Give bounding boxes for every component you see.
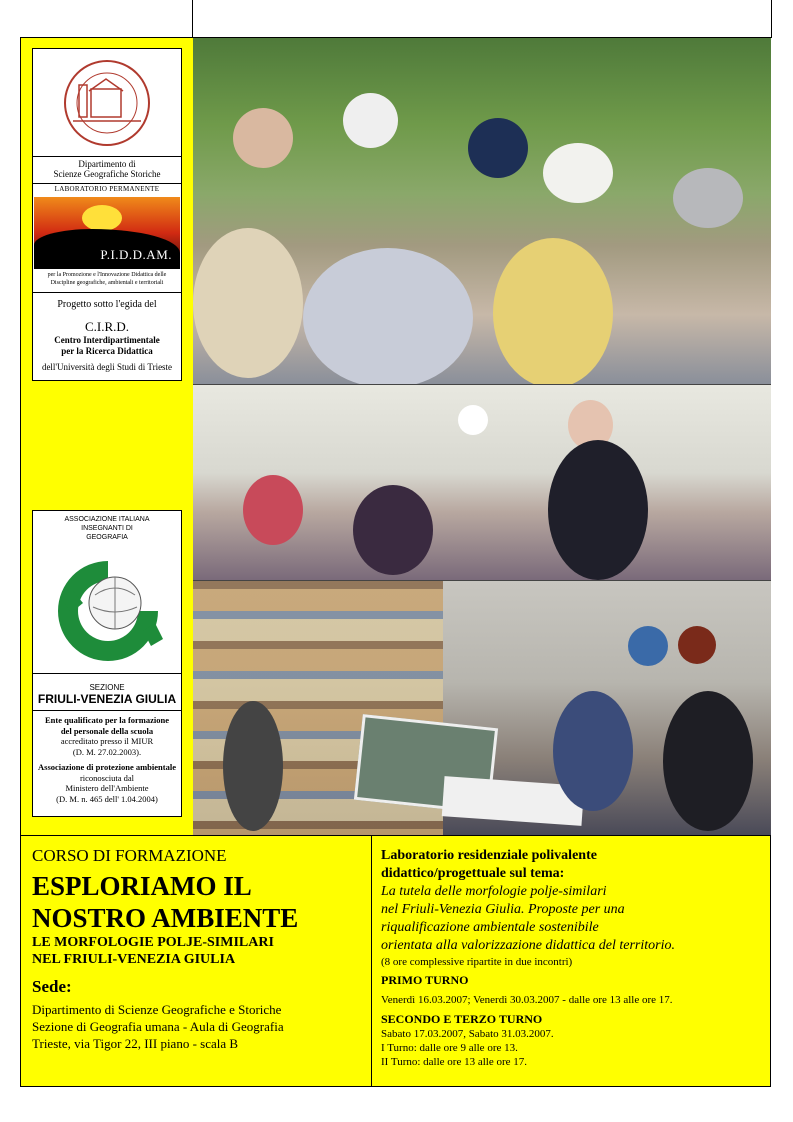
photo-collage — [193, 38, 771, 835]
sede-line3: Trieste, via Tigor 22, III piano - scala B — [32, 1036, 239, 1051]
lab-header: LABORATORIO PERMANENTE — [54, 185, 160, 193]
sede-line1: Dipartimento di Scienze Geografiche e Storiche — [32, 1002, 282, 1017]
lab-hours-note: (8 ore complessive ripartite in due incontri) — [381, 956, 573, 968]
aiig-ente-4: (D. M. 27.02.2003). — [72, 746, 142, 757]
course-title-2: NOSTRO AMBIENTE — [32, 903, 299, 933]
lab-banner — [34, 197, 180, 269]
course-info — [32, 846, 368, 1052]
turn1-label: PRIMO TURNO — [381, 973, 469, 987]
aiig-section-name: FRIULI-VENEZIA GIULIA — [37, 692, 177, 706]
lab-heading-1: Laboratorio residenziale polivalente — [381, 848, 597, 863]
course-kicker: CORSO DI FORMAZIONE — [32, 846, 227, 865]
institutions-box — [32, 48, 182, 381]
university-logo-area — [33, 49, 181, 156]
photo-classroom — [193, 385, 771, 580]
dept-line2: Scienze Geografiche Storiche — [53, 169, 161, 179]
aiig-assoc-2: riconosciuta dal — [79, 772, 135, 783]
aiig-line3: GEOGRAFIA — [86, 534, 128, 541]
aiig-ente-1: Ente qualificato per la formazione — [44, 715, 170, 725]
aiig-line1: ASSOCIAZIONE ITALIANA — [64, 516, 150, 523]
aiig-globe-logo-icon — [43, 551, 173, 669]
lab-theme-3: riqualificazione ambientale sostenibile — [381, 920, 599, 935]
aiig-assoc-1: Associazione di protezione ambientale — [38, 762, 176, 772]
university-seal-icon — [33, 49, 181, 156]
cird-full-2: per la Ricerca Didattica — [61, 346, 153, 356]
sede-label: Sede: — [32, 977, 72, 996]
aiig-ente-3: accreditato presso il MIUR — [60, 736, 154, 746]
turn23-label: SECONDO E TERZO TURNO — [381, 1012, 543, 1026]
lab-info — [381, 847, 766, 1069]
cird-intro: Progetto sotto l'egida del — [57, 299, 157, 310]
cird-full-1: Centro Interdipartimentale — [54, 335, 160, 345]
bottom-column-divider — [371, 836, 372, 1087]
lab-description: per la Promozione e l'Innovazione Didattica delle Discipline geografiche, ambientali e territoriali — [47, 272, 167, 286]
lab-theme-1: La tutela delle morfologie polje-similari — [381, 884, 607, 899]
top-divider-right — [771, 0, 772, 38]
aiig-section-label: SEZIONE — [89, 683, 125, 692]
cird-acronym: C.I.R.D. — [84, 319, 130, 334]
dept-line1: Dipartimento di — [78, 159, 136, 169]
course-subtitle-1: LE MORFOLOGIE POLJE-SIMILARI — [32, 935, 274, 950]
aiig-line2: INSEGNANTI DI — [81, 525, 133, 532]
aiig-ente-2: del personale della scuola — [60, 725, 154, 736]
lab-name: P.I.D.D.AM. — [100, 247, 172, 262]
course-title-1: ESPLORIAMO IL — [32, 871, 252, 901]
course-subtitle-2: NEL FRIULI-VENEZIA GIULIA — [32, 952, 236, 967]
lab-theme-2: nel Friuli-Venezia Giulia. Proposte per una — [381, 902, 625, 917]
top-divider-left — [192, 0, 193, 38]
turn1-dates: Venerdì 16.03.2007; Venerdì 30.03.2007 - dalle ore 13 alle ore 17. — [381, 994, 673, 1006]
sede-line2: Sezione di Geografia umana - Aula di Geografia — [32, 1019, 284, 1034]
aiig-assoc-4: (D. M. n. 465 dell' 1.04.2004) — [56, 793, 158, 804]
lab-heading-2: didattico/progettuale sul tema: — [381, 866, 565, 881]
turn3-hours: II Turno: dalle ore 13 alle ore 17. — [381, 1056, 528, 1068]
lab-theme-4: orientata alla valorizzazione didattica del territorio. — [381, 938, 675, 953]
aiig-box — [32, 510, 182, 817]
turn23-dates: Sabato 17.03.2007, Sabato 31.03.2007. — [381, 1028, 554, 1040]
aiig-assoc-3: Ministero dell'Ambiente — [65, 783, 149, 793]
bottom-divider — [20, 835, 771, 836]
photo-field-excursion — [193, 38, 771, 384]
turn2-hours: I Turno: dalle ore 9 alle ore 13. — [381, 1042, 518, 1054]
photo-library-maps — [193, 581, 771, 835]
cird-university: dell'Università degli Studi di Trieste — [41, 362, 173, 372]
